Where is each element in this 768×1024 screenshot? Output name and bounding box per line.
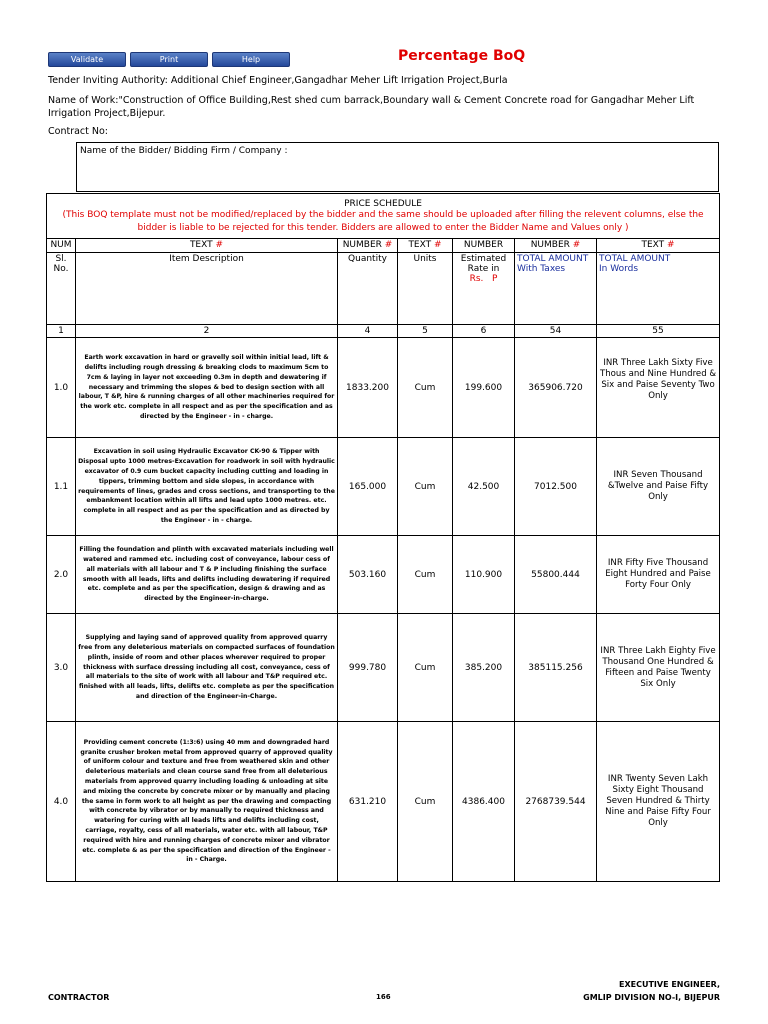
template-warning-line2: bidder is liable to be rejected for this tender. Bidders are allowed to enter the Bidder Name and Values only ) xyxy=(137,223,629,233)
template-warning-line1: (This BOQ template must not be modified/replaced by the bidder and the same should be uploaded after filling the relevent columns, else the xyxy=(62,210,704,220)
row-total-words: INR Fifty Five Thousand Eight Hundred and Paise Forty Four Only xyxy=(597,536,720,614)
column-number-row xyxy=(47,325,720,338)
type-hash: # xyxy=(572,240,581,250)
header-no: No. xyxy=(53,264,69,274)
row-rate[interactable]: 110.900 xyxy=(453,536,515,614)
row-total-words: INR Seven Thousand &Twelve and Paise Fifty Only xyxy=(597,438,720,536)
validate-button[interactable]: Validate xyxy=(48,52,126,67)
name-of-work-line1: Name of Work:"Construction of Office Building,Rest shed cum barrack,Boundary wall & Cement Concrete road for Gangadhar Meher Lift xyxy=(48,95,695,106)
row-sl: 2.0 xyxy=(47,536,76,614)
bidder-label: Name of the Bidder/ Bidding Firm / Company : xyxy=(80,146,288,156)
row-total-words: INR Twenty Seven Lakh Sixty Eight Thousand Seven Hundred & Thirty Nine and Paise Fifty Four Only xyxy=(597,722,720,882)
row-rate[interactable]: 42.500 xyxy=(453,438,515,536)
header-est1: Estimated xyxy=(460,254,507,264)
header-total2: With Taxes xyxy=(517,264,566,274)
row-total-words: INR Three Lakh Sixty Five Thous and Nine Hundred & Six and Paise Seventy Two Only xyxy=(597,338,720,438)
type-text: TEXT xyxy=(189,240,213,250)
row-sl: 1.0 xyxy=(47,338,76,438)
header-rs: Rs. xyxy=(469,274,484,284)
row-rate[interactable]: 199.600 xyxy=(453,338,515,438)
row-quantity[interactable]: 631.210 xyxy=(338,722,398,882)
type-hash: # xyxy=(434,240,442,250)
row-unit: Cum xyxy=(398,338,453,438)
type-number: NUMBER xyxy=(463,240,504,250)
type-num: NUM xyxy=(50,240,72,250)
row-description: Filling the foundation and plinth with excavated materials including well watered and rammed etc. including cost of conveyance, labour cess of all materials with all labour and T & P including finishing the surface smooth with all leads, lifts and delifts including dewatering if required etc. complete and as per the specification, design & drawing and as directed by the Engineer-in-charge. xyxy=(76,536,338,614)
row-rate[interactable]: 4386.400 xyxy=(453,722,515,882)
col-number: 55 xyxy=(597,325,720,338)
row-quantity[interactable]: 999.780 xyxy=(338,614,398,722)
table-row xyxy=(47,614,720,722)
row-total: 2768739.544 xyxy=(515,722,597,882)
page-title: Percentage BoQ xyxy=(398,48,526,64)
table-row xyxy=(47,338,720,438)
signatory-line2: GMLIP DIVISION NO-I, BIJEPUR xyxy=(583,993,720,1002)
row-description: Excavation in soil using Hydraulic Excavator CK-90 & Tipper with Disposal upto 1000 metres-Excavation for roadwork in soil with hydraulic excavator of 0.9 cum bucket capacity including cutting and loading in tippers, trimming bottom and side slopes, in accordance with requirements of lines, grades and cross sections, and transporting to the embankment location within all lifts and lead upto 1000 metres. etc. complete in all respect and as per the specification and as directed by the Engineer - in - charge. xyxy=(76,438,338,536)
header-total1: TOTAL AMOUNT xyxy=(517,254,589,264)
row-quantity[interactable]: 503.160 xyxy=(338,536,398,614)
row-total: 55800.444 xyxy=(515,536,597,614)
row-quantity[interactable]: 165.000 xyxy=(338,438,398,536)
header-sl: Sl. xyxy=(55,254,67,264)
row-rate[interactable]: 385.200 xyxy=(453,614,515,722)
type-number: NUMBER xyxy=(342,240,382,250)
header-units: Units xyxy=(398,253,453,325)
col-number: 5 xyxy=(398,325,453,338)
header-p: P xyxy=(491,274,498,284)
col-number: 4 xyxy=(338,325,398,338)
col-number: 6 xyxy=(453,325,515,338)
row-unit: Cum xyxy=(398,536,453,614)
row-unit: Cum xyxy=(398,614,453,722)
header-item: Item Description xyxy=(76,253,338,325)
row-total: 365906.720 xyxy=(515,338,597,438)
tender-authority: Tender Inviting Authority: Additional Chief Engineer,Gangadhar Meher Lift Irrigation Project,Burla xyxy=(48,75,508,86)
bidder-name-field[interactable] xyxy=(76,142,719,192)
col-number: 2 xyxy=(76,325,338,338)
header-words1: TOTAL AMOUNT xyxy=(599,254,671,264)
row-total: 7012.500 xyxy=(515,438,597,536)
col-number: 54 xyxy=(515,325,597,338)
type-text: TEXT xyxy=(641,240,665,250)
header-row xyxy=(47,253,720,325)
row-sl: 3.0 xyxy=(47,614,76,722)
col-number: 1 xyxy=(47,325,76,338)
print-button[interactable]: Print xyxy=(130,52,208,67)
row-quantity[interactable]: 1833.200 xyxy=(338,338,398,438)
table-row xyxy=(47,536,720,614)
type-row xyxy=(47,239,720,253)
price-schedule-row xyxy=(47,194,720,239)
row-unit: Cum xyxy=(398,722,453,882)
table-row xyxy=(47,438,720,536)
type-hash: # xyxy=(384,240,393,250)
type-number: NUMBER xyxy=(530,240,570,250)
type-hash: # xyxy=(215,240,224,250)
signatory-line1: EXECUTIVE ENGINEER, xyxy=(618,980,720,989)
row-total-words: INR Three Lakh Eighty Five Thousand One Hundred & Fifteen and Paise Twenty Six Only xyxy=(597,614,720,722)
header-est2: Rate in xyxy=(467,264,500,274)
price-schedule-heading: PRICE SCHEDULE xyxy=(344,199,422,209)
help-button[interactable]: Help xyxy=(212,52,290,67)
row-total: 385115.256 xyxy=(515,614,597,722)
row-description: Earth work excavation in hard or gravelly soil within initial lead, lift & delifts including rough dressing & breaking clods to maximum 5cm to 7cm & laying in layer not exceeding 0.3m in depth and dewatering if necessary and trimming the slopes & bed to design section with all labour, T &P, hire & running charges of all other machineries required for the work etc. complete in all respect and as per the specification and as directed by the Engineer - in - charge. xyxy=(76,338,338,438)
header-words2: In Words xyxy=(599,264,639,274)
boq-table xyxy=(46,193,720,882)
row-description: Providing cement concrete (1:3:6) using 40 mm and downgraded hard granite crusher broken metal from approved quarry of approved quality of uniform colour and texture and free from weathered skin and other deleterious materials and clean course sand free from all deleterious materials from approved quarry including loading & unloading at site and mixing the concrete by concrete mixer or by manually and placing the same in form work to all height as per the drawing and compacting with concrete by vibrator or by manually to required thickness and watering for curing with all leads lifts and delifts including cost, carriage, royalty, cess of all materials, water etc. with all labour, T&P required with hire and running charges of concrete mixer and vibrator etc. complete & as per the specification and direction of the Engineer - in - Charge. xyxy=(76,722,338,882)
row-unit: Cum xyxy=(398,438,453,536)
type-hash: # xyxy=(667,240,675,250)
contract-no: Contract No: xyxy=(48,126,109,137)
type-text: TEXT xyxy=(408,240,432,250)
row-description: Supplying and laying sand of approved quality from approved quarry free from any deleterious materials on compacted surfaces of foundation plinth, inside of room and other places wherever required to proper thickness with surface dressing including all cost, conveyance, cess of all materials to the site of work with all labour and T&P required etc. finished with all leads, lifts, delifts etc. complete as per the specification and direction of the Engineer-in-Charge. xyxy=(76,614,338,722)
name-of-work-line2: Irrigation Project,Bijepur. xyxy=(48,108,166,119)
row-sl: 1.1 xyxy=(47,438,76,536)
header-qty: Quantity xyxy=(338,253,398,325)
table-row xyxy=(47,722,720,882)
row-sl: 4.0 xyxy=(47,722,76,882)
page-number: 166 xyxy=(376,993,391,1001)
contractor-label: CONTRACTOR xyxy=(48,993,110,1002)
